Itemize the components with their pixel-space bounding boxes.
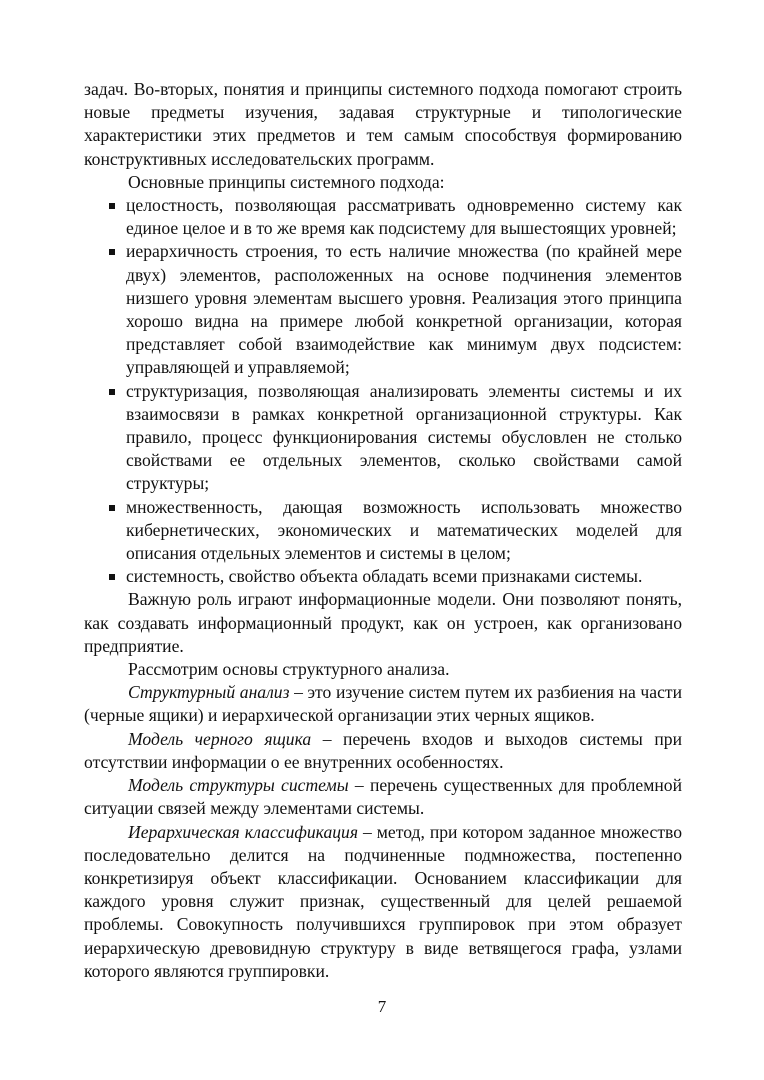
bullet-icon (109, 203, 115, 209)
list-item (84, 380, 682, 496)
definition-structural-analysis (84, 681, 682, 727)
list-item-text: целостность, позволяющая рассматривать одновременно систему как единое целое и в то же время как подсистему для вышестоящих уровней; (126, 195, 682, 239)
definition-system-structure-model (84, 774, 682, 820)
definition-term: Модель черного ящика (128, 728, 312, 749)
bullet-icon (109, 505, 115, 511)
bullet-icon (109, 389, 115, 395)
definition-text: – перечень существенных для проблемной ситуации связей между элементами системы. (84, 775, 682, 819)
page-body (84, 78, 682, 983)
intro-paragraph: задач. Во-вторых, понятия и принципы системного подхода помогают строить новые предметы изучения, задавая структурные и типологические характеристики этих предметов и тем самым способствуя формированию конструктивных исследовательских программ. (84, 79, 682, 169)
list-item-text: системность, свойство объекта обладать всеми признаками системы. (126, 566, 643, 587)
principles-heading: Основные принципы системного подхода: (128, 171, 445, 192)
list-item (84, 565, 682, 588)
structural-analysis-intro: Рассмотрим основы структурного анализа. (128, 659, 450, 680)
list-item-text: множественность, дающая возможность использовать множество кибернетических, экономических и математических моделей для описания отдельных элементов и системы в целом; (126, 496, 682, 564)
bullet-icon (109, 574, 115, 580)
definition-term: Модель структуры системы (128, 775, 349, 796)
definition-hierarchical-classification (84, 821, 682, 983)
list-item-text: структуризация, позволяющая анализировать элементы системы и их взаимосвязи в рамках конкретной организационной структуры. Как правило, процесс функционирования системы обусловлен не столько свойствами ее отдельных элементов, сколько свойствами самой структуры; (126, 380, 682, 494)
list-item-text: иерархичность строения, то есть наличие множества (по крайней мере двух) элементов, расположенных на основе подчинения элементов низшего уровня элементам высшего уровня. Реализация этого принципа хорошо видна на примере любой конкретной организации, которая представляет собой взаимодействие как минимум двух подсистем: управляющей и управляемой; (126, 241, 682, 378)
list-item (84, 496, 682, 566)
definition-term: Структурный анализ (128, 682, 290, 703)
principles-list (84, 194, 682, 588)
list-item (84, 194, 682, 240)
bullet-icon (109, 249, 115, 255)
definition-black-box-model (84, 728, 682, 774)
page-number: 7 (377, 997, 387, 1016)
info-models-paragraph: Важную роль играют информационные модели. Они позволяют понять, как создавать информационный продукт, как он устроен, как организовано предприятие. (84, 589, 682, 656)
list-item (84, 240, 682, 379)
definition-text: – перечень входов и выходов системы при отсутствии информации о ее внутренних особенностях. (84, 728, 682, 772)
definition-text: – метод, при котором заданное множество последовательно делится на подчиненные подмножества, постепенно конкретизируя объект классификации. Основанием классификации для каждого уровня служит признак, существенный для целей решаемой проблемы. Совокупность получившихся группировок при этом образует иерархическую древовидную структуру в виде ветвящегося графа, узлами которого являются группировки. (84, 821, 683, 981)
definition-text: – это изучение систем путем их разбиения на части (черные ящики) и иерархической организации этих черных ящиков. (84, 682, 682, 726)
definition-term: Иерархическая классификация (128, 821, 359, 842)
